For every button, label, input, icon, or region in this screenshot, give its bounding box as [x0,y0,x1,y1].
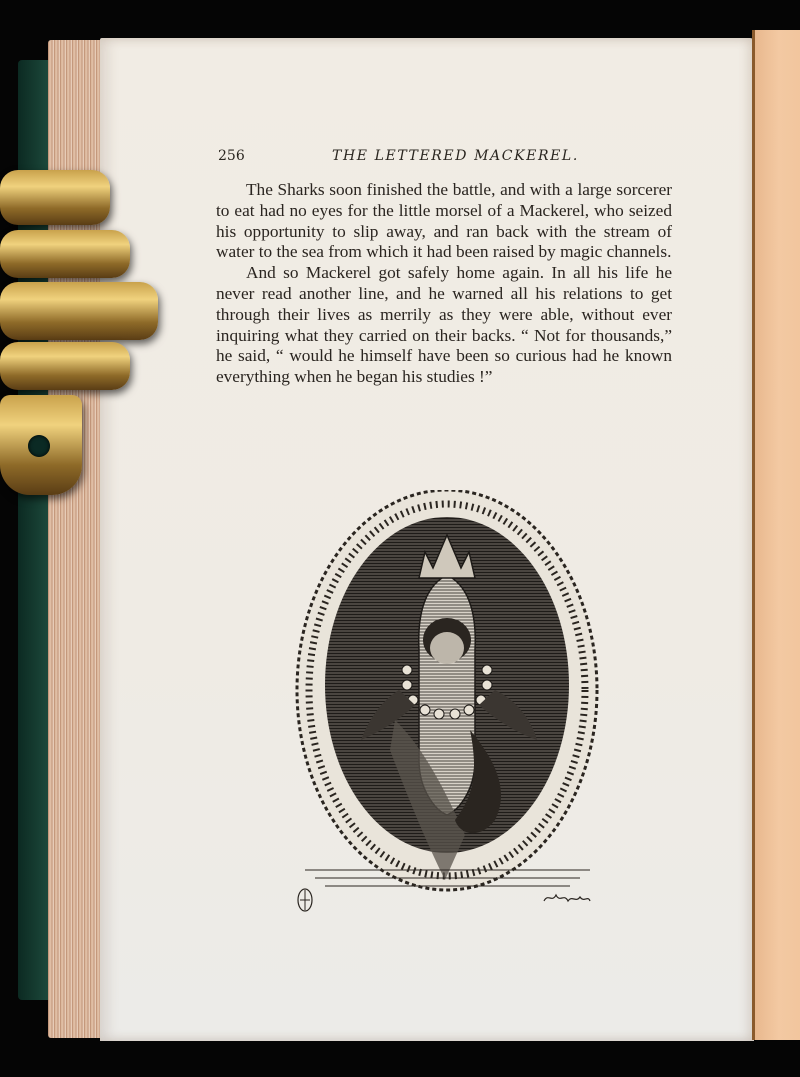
paragraph: The Sharks soon finished the battle, and with a large sorcerer to eat had no eyes for the little morsel of a Mackerel, who seized his opportunity to slip away, and ran back with the stream of water to the sea from which it had been raised by magic channels. [216,180,672,262]
facing-page [752,30,800,1040]
running-head: THE LETTERED MACKEREL. [332,148,579,164]
engraver-signature [542,891,592,908]
engraving-illustration [295,490,600,920]
brass-clamp [0,170,160,500]
clamp-hole [28,435,50,457]
body-text [216,180,672,388]
page-number: 256 [218,148,245,164]
paragraph: And so Mackerel got safely home again. In all his life he never read another line, and he warned all his relations to get through their lives as merrily as they were able, without ever inquiring what they carried on their backs. “ Not for thousands,” he said, “ would he himself have been so curious had he known everything when he began his studies !” [216,263,672,387]
page-header [218,148,673,164]
